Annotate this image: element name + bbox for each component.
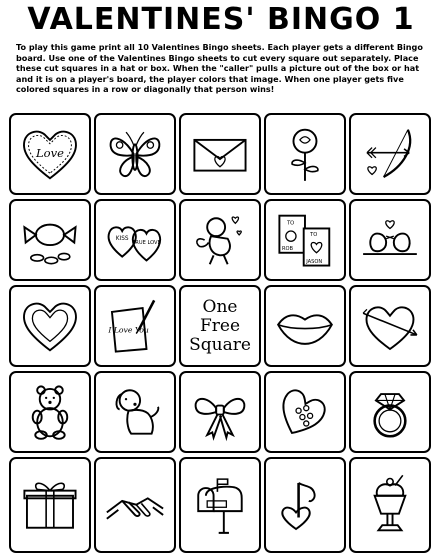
instructions-text: To play this game print all 10 Valentines Bingo sheets. Each player gets a different Bingo board. Use one of the Valentines Bingo sheets to cut every square out separately. Place these cut squares in a hat or box. When the "caller" pulls a picture out of the box or hat and it is on a player's board, the player colors that image. When one player gets five colored squares in a row or diagonally that person wins! <box>16 42 423 95</box>
bingo-cell-lovebirds[interactable] <box>349 199 431 281</box>
envelope-icon <box>188 122 252 186</box>
bingo-cell-sundae[interactable] <box>349 457 431 553</box>
rose-icon <box>273 122 337 186</box>
valentine-cards-icon <box>273 208 337 272</box>
bingo-cell-chocolate-box[interactable] <box>264 371 346 453</box>
mailbox-icon <box>188 467 252 542</box>
chocolate-box-icon <box>273 380 337 444</box>
bingo-cell-rose[interactable] <box>264 113 346 195</box>
candy-heart-text-true-love: TRUE LOVE <box>132 239 161 246</box>
heart-love-text: Love <box>36 146 64 161</box>
bingo-cell-cupid[interactable] <box>179 199 261 281</box>
puppy-icon <box>103 380 167 444</box>
candy-hearts-icon <box>103 208 167 272</box>
bingo-cell-handshake[interactable] <box>94 457 176 553</box>
card-to-text-2: TO <box>310 232 318 239</box>
free-square-cell[interactable] <box>179 285 261 367</box>
bingo-cell-teddy-bear[interactable] <box>9 371 91 453</box>
cupid-bow-icon <box>358 122 422 186</box>
gift-icon <box>18 467 82 542</box>
bingo-cell-valentine-cards[interactable] <box>264 199 346 281</box>
free-square-text: One Free Square <box>189 296 251 355</box>
page-title: VALENTINES' BINGO 1 <box>27 2 415 37</box>
bingo-cell-candy[interactable] <box>9 199 91 281</box>
bingo-cell-love-note[interactable] <box>94 285 176 367</box>
bingo-cell-butterfly[interactable] <box>94 113 176 195</box>
heart-icon <box>18 294 82 358</box>
lovebirds-icon <box>358 208 422 272</box>
bingo-cell-lips[interactable] <box>264 285 346 367</box>
bingo-cell-mailbox[interactable] <box>179 457 261 553</box>
handshake-icon <box>103 467 167 542</box>
bingo-cell-envelope[interactable] <box>179 113 261 195</box>
music-note-icon <box>273 467 337 542</box>
heart-love-icon <box>18 122 82 186</box>
love-note-text: I Love You <box>108 325 149 335</box>
bingo-cell-heart-love[interactable] <box>9 113 91 195</box>
bingo-cell-heart-arrow[interactable] <box>349 285 431 367</box>
bingo-cell-gift[interactable] <box>9 457 91 553</box>
ring-icon <box>358 380 422 444</box>
bingo-cell-puppy[interactable] <box>94 371 176 453</box>
card-jason-text: JASON <box>306 259 323 266</box>
bingo-board <box>9 113 431 556</box>
cupid-icon <box>188 208 252 272</box>
butterfly-icon <box>103 122 167 186</box>
bow-icon <box>188 380 252 444</box>
sundae-icon <box>358 467 422 542</box>
bingo-cell-candy-hearts[interactable] <box>94 199 176 281</box>
candy-heart-text-kiss: KISS <box>115 235 129 242</box>
card-to-text-1: TO <box>287 220 295 227</box>
bingo-cell-cupid-bow[interactable] <box>349 113 431 195</box>
bingo-cell-heart[interactable] <box>9 285 91 367</box>
lips-icon <box>273 294 337 358</box>
bingo-cell-bow[interactable] <box>179 371 261 453</box>
bingo-cell-music-note[interactable] <box>264 457 346 553</box>
teddy-bear-icon <box>18 380 82 444</box>
candy-icon <box>18 208 82 272</box>
love-note-icon <box>103 294 167 358</box>
card-rob-text: ROB <box>281 246 294 253</box>
bingo-cell-ring[interactable] <box>349 371 431 453</box>
heart-arrow-icon <box>358 294 422 358</box>
